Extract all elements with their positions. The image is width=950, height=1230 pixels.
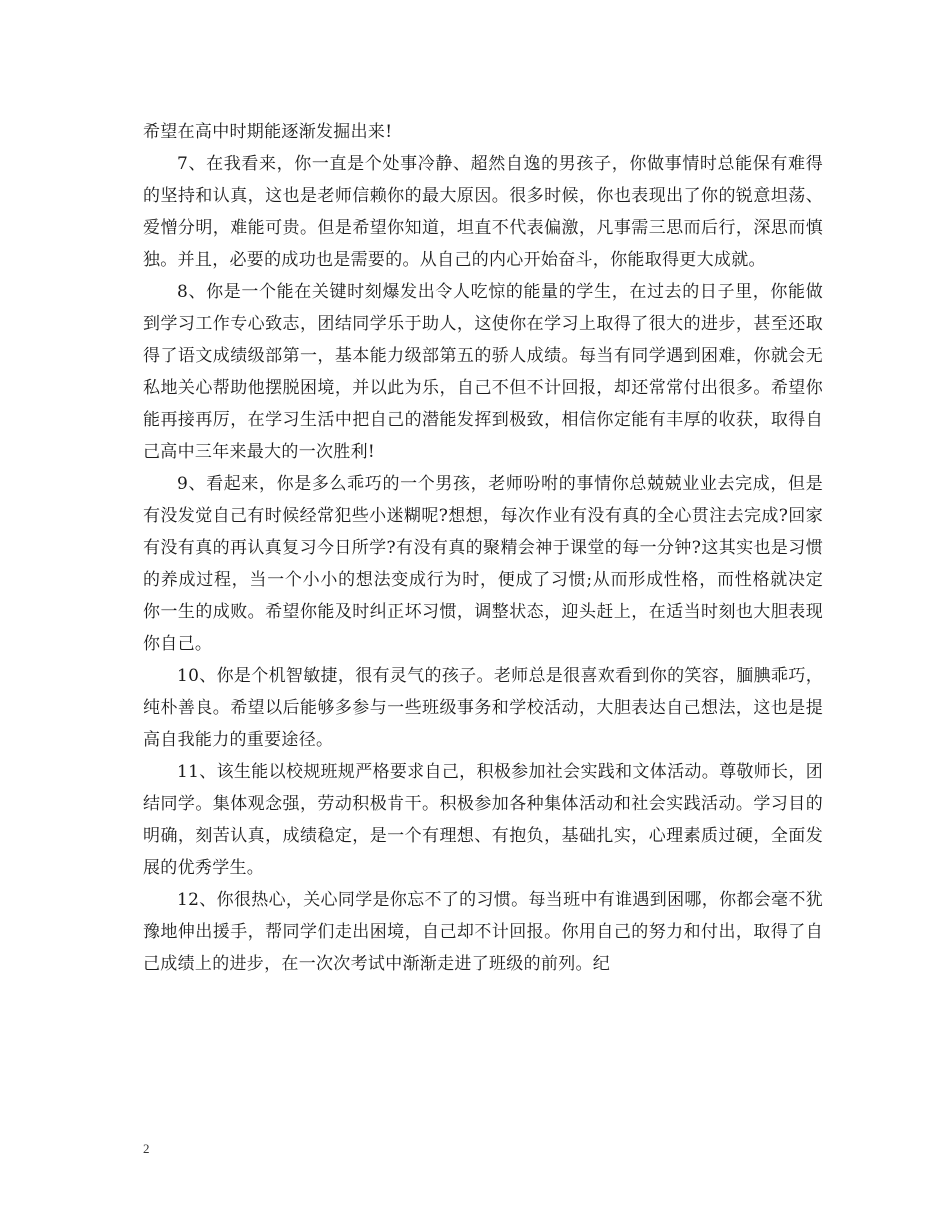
paragraph-comment-12: 12、你很热心，关心同学是你忘不了的习惯。每当班中有谁遇到困哪，你都会毫不犹豫地伸出援手，帮同学们走出困境，自己却不计回报。你用自己的努力和付出，取得了自己成绩上的进步，在一次次考试中渐渐走进了班级的前列。纪 [143,890,823,974]
paragraph-comment-11: 11、该生能以校规班规严格要求自己，积极参加社会实践和文体活动。尊敬师长，团结同学。集体观念强，劳动积极肯干。积极参加各种集体活动和社会实践活动。学习目的明确，刻苦认真，成绩稳定，是一个有理想、有抱负，基础扎实，心理素质过硬，全面发展的优秀学生。 [143,762,823,878]
page-number: 2 [143,1141,150,1156]
paragraph-comment-9: 9、看起来，你是多么乖巧的一个男孩，老师吩咐的事情你总兢兢业业去完成，但是有没发觉自己有时候经常犯些小迷糊呢?想想，每次作业有没有真的全心贯注去完成?回家有没有真的再认真复习今日所学?有没有真的聚精会神于课堂的每一分钟?这其实也是习惯的养成过程，当一个小小的想法变成行为时，便成了习惯;从而形成性格，而性格就决定你一生的成败。希望你能及时纠正坏习惯，调整状态，迎头赶上，在适当时刻也大胆表现你自己。 [143,474,823,654]
paragraph-comment-8: 8、你是一个能在关键时刻爆发出令人吃惊的能量的学生，在过去的日子里，你能做到学习工作专心致志，团结同学乐于助人，这使你在学习上取得了很大的进步，甚至还取得了语文成绩级部第一，基本能力级部第五的骄人成绩。每当有同学遇到困难，你就会无私地关心帮助他摆脱困境，并以此为乐，自己不但不计回报，却还常常付出很多。希望你能再接再厉，在学习生活中把自己的潜能发挥到极致，相信你定能有丰厚的收获，取得自己高中三年来最大的一次胜利! [143,282,823,462]
paragraph-comment-7: 7、在我看来，你一直是个处事冷静、超然自逸的男孩子，你做事情时总能保有难得的坚持和认真，这也是老师信赖你的最大原因。很多时候，你也表现出了你的锐意坦荡、爱憎分明，难能可贵。但是希望你知道，坦直不代表偏激，凡事需三思而后行，深思而慎独。并且，必要的成功也是需要的。从自己的内心开始奋斗，你能取得更大成就。 [143,154,823,270]
paragraph-comment-10: 10、你是个机智敏捷，很有灵气的孩子。老师总是很喜欢看到你的笑容，腼腆乖巧，纯朴善良。希望以后能够多参与一些班级事务和学校活动，大胆表达自己想法，这也是提高自我能力的重要途径。 [143,666,823,750]
paragraph-continuation: 希望在高中时期能逐渐发掘出来! [143,122,393,142]
document-body [143,116,823,980]
